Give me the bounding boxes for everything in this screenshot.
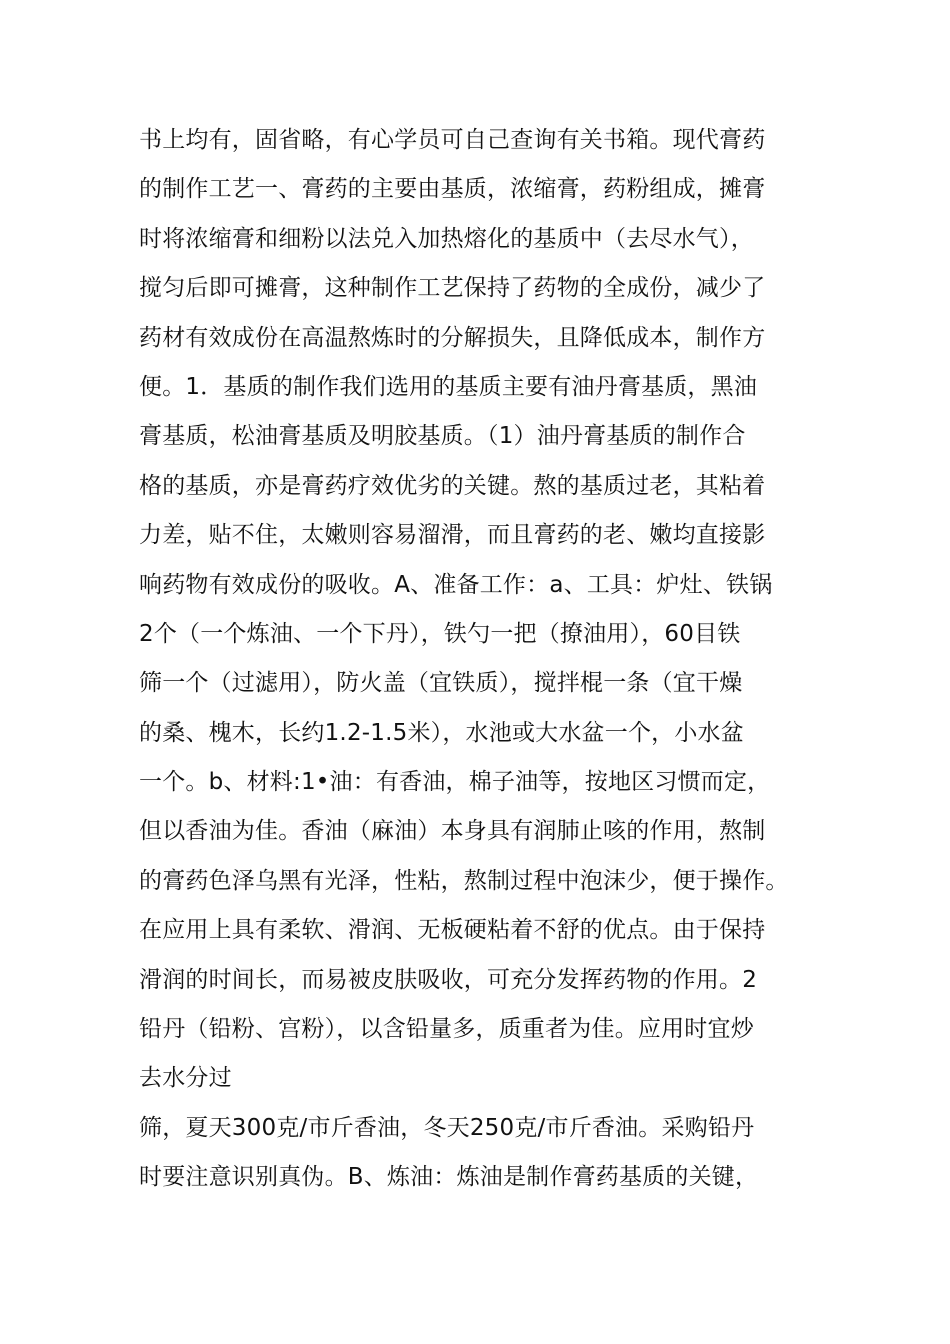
text-line: 力差，贴不住，太嫩则容易溜滑，而且膏药的老、嫩均直接影 <box>139 522 766 549</box>
text-line: 书上均有，固省略，有心学员可自己查询有关书箱。现代膏药 <box>139 127 766 153</box>
text-line: 筛一个（过滤用），防火盖（宜铁质），搅拌棍一条（宜干燥 <box>139 670 743 697</box>
text-line: 2个（一个炼油、一个下丹），铁勺一把（撩油用），60目铁 <box>139 620 741 647</box>
text-line: 一个。b、材料:1•油：有香油，棉子油等，按地区习惯而定， <box>139 769 771 796</box>
text-line: 筛，夏天300克/市斤香油，冬天250克/市斤香油。采购铅丹 <box>139 1114 755 1141</box>
text-line: 便。1．基质的制作我们选用的基质主要有油丹膏基质，黑油 <box>139 373 758 400</box>
text-line: 去水分过 <box>139 1065 232 1092</box>
text-line: 的膏药色泽乌黑有光泽，性粘，熬制过程中泡沫少，便于操作。 <box>139 867 789 894</box>
text-line: 但以香油为佳。香油（麻油）本身具有润肺止咳的作用，熬制 <box>139 818 766 845</box>
text-line: 时将浓缩膏和细粉以法兑入加热熔化的基质中（去尽水气）， <box>139 225 754 252</box>
text-line: 滑润的时间长，而易被皮肤吸收，可充分发挥药物的作用。2 <box>139 966 758 993</box>
text-line: 的制作工艺一、膏药的主要由基质，浓缩膏，药粉组成，摊膏 <box>139 176 766 203</box>
text-line: 药材有效成份在高温熬炼时的分解损失，且降低成本，制作方 <box>139 324 766 351</box>
text-line: 响药物有效成份的吸收。A、准备工作：a、工具：炉灶、铁锅 <box>139 571 773 598</box>
text-line: 膏基质，松油膏基质及明胶基质。（1）油丹膏基质的制作合 <box>139 423 746 450</box>
text-line: 在应用上具有柔软、滑润、无板硬粘着不舒的优点。由于保持 <box>139 917 766 944</box>
text-line: 格的基质，亦是膏药疗效优劣的关键。熬的基质过老，其粘着 <box>139 472 766 499</box>
text-line: 时要注意识别真伪。B、炼油：炼油是制作膏药基质的关键， <box>139 1164 759 1191</box>
text-line: 搅匀后即可摊膏，这种制作工艺保持了药物的全成份，减少了 <box>139 275 766 302</box>
body-text <box>139 116 829 1203</box>
text-line: 铅丹（铅粉、宫粉），以含铅量多，质重者为佳。应用时宜炒 <box>139 1016 754 1043</box>
text-line: 的桑、槐木，长约1.2-1.5米），水池或大水盆一个，小水盆 <box>139 719 744 746</box>
